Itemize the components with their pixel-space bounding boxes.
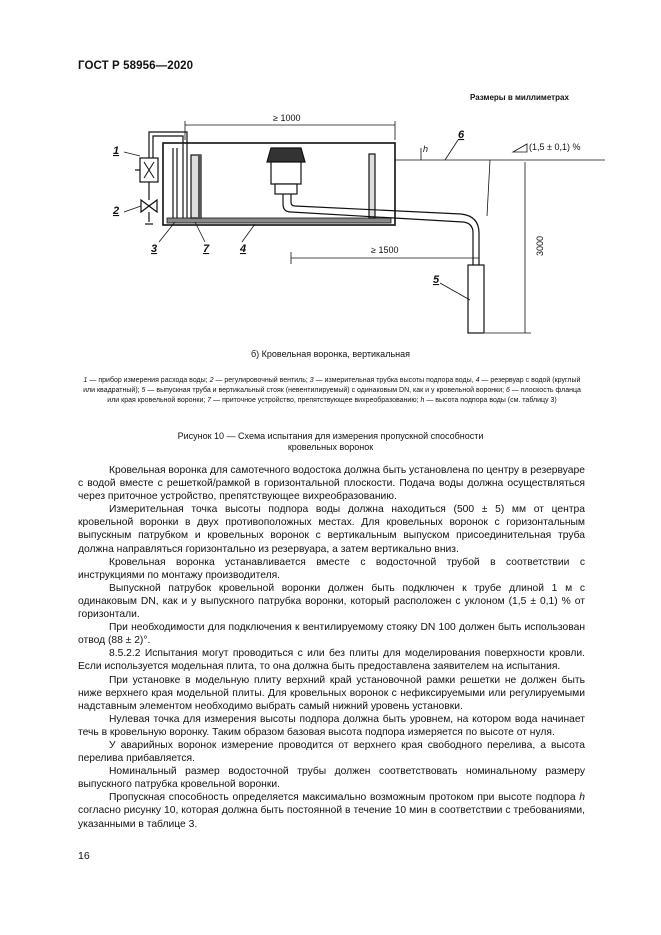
paragraph-last: Пропускная способность определяется максимально возможным протоком при высоте подпора h согласно рисунку 10, которая должна быть постоянной в течение 10 мин в соответствии с требованиями, указанными в таблице 3. — [78, 792, 585, 830]
slope-label: (1,5 ± 0,1) % — [529, 142, 581, 152]
callout-2: 2 — [113, 205, 120, 217]
document-header: ГОСТ Р 58956—2020 — [78, 60, 194, 72]
dim-bottom-label: ≥ 1500 — [371, 245, 399, 255]
paragraph: У аварийных воронок измерение проводится от верхнего края свободного перелива, а высота перелива прибавляется. — [78, 739, 585, 765]
regulating-valve — [141, 200, 157, 212]
paragraph: При необходимости для подключения к вентилируемому стояку DN 100 должен быть использован отвод (88 ± 2)°. — [78, 622, 585, 647]
roof-drain — [267, 148, 305, 162]
paragraph: Нулевая точка для измерения высоты подпора должна быть уровнем, на котором вода начинает течь в кровельную воронку. Таким образом базовая высота подпора измеряется по высоте от нуля. — [78, 713, 585, 738]
test-setup-diagram — [95, 100, 615, 350]
callout-6: 6 — [458, 129, 465, 141]
page-number: 16 — [78, 850, 90, 862]
slope-symbol — [513, 144, 527, 152]
body-text — [78, 464, 585, 831]
h-label: h — [423, 144, 429, 154]
paragraph: При установке в модельную плиту верхний край установочной рамки решетки не должен быть ниже верхнего края модельной плиты. Для кровельных воронок с нефиксируемыми или регулируемыми надставным элементом необходимо выбрать самый нижний уровень установки. — [78, 674, 585, 712]
figure-legend: 1 — прибор измерения расхода воды; 2 — регулировочный вентиль; 3 — измерительная трубка высоты подпора воды, 4 — резервуар с водой (круглый или квадратный); 5 — выпускная труба и вертикальный стояк (невентилируемый) с одинаковым DN, как и у кровельной воронки; 6 — плоскость фланца или края кровельной воронки; 7 — приточное устройство, препятствующее вихреобразованию; h — высота подпора воды (см. таблицу 3) — [83, 377, 581, 404]
callout-5: 5 — [433, 274, 440, 286]
callout-1: 1 — [113, 145, 120, 157]
paragraph: Измерительная точка высоты подпора воды должна находиться (500 ± 5) мм от центра кровельной воронки в двух противоположных местах. Для кровельных воронок с горизонтальным выпускным патрубком и кровельных воронок с вертикальным выпуском присоединительная труба должна направляться горизонтально из резервуара, а затем вертикально вниз. — [78, 504, 585, 555]
units-note: Размеры в миллиметрах — [470, 93, 569, 102]
callout-7: 7 — [203, 243, 210, 255]
paragraph: Кровельная воронка для самотечного водостока должна быть установлена по центру в резервуаре с водой вместе с решеткой/рамкой в горизонтальной плоскости. Подача воды должна осуществляться через приточное устройство, препятствующее вихреобразованию. — [78, 465, 585, 503]
callout-4: 4 — [240, 243, 247, 255]
callout-3: 3 — [151, 243, 158, 255]
paragraph: Кровельная воронка устанавливается вместе с водосточной трубой в соответствии с инструкциями по монтажу производителя. — [78, 556, 585, 581]
paragraph: Выпускной патрубок кровельной воронки должен быть подключен к трубе длиной 1 м с одинаковым DN, как и у выпускного патрубка воронки, который расположен с уклоном (1,5 ± 0,1) % от горизонтали. — [78, 582, 585, 621]
figure-title: Рисунок 10 — Схема испытания для измерения пропускной способности кровельных воронок — [177, 431, 484, 452]
figure-subcaption: б) Кровельная воронка, вертикальная — [251, 349, 410, 359]
dim-top-label: ≥ 1000 — [273, 113, 301, 123]
downpipe — [468, 265, 484, 333]
dim-vertical-label: 3000 — [535, 235, 545, 256]
paragraph: 8.5.2.2 Испытания могут проводиться с или без плиты для моделирования поверхности кровли. Если используется модельная плита, то она должна быть предоставлена заявителем на испытания. — [78, 648, 585, 673]
paragraph: Номинальный размер водосточной трубы должен соответствовать номинальному размеру выпускного патрубка кровельной воронки. — [78, 766, 585, 791]
